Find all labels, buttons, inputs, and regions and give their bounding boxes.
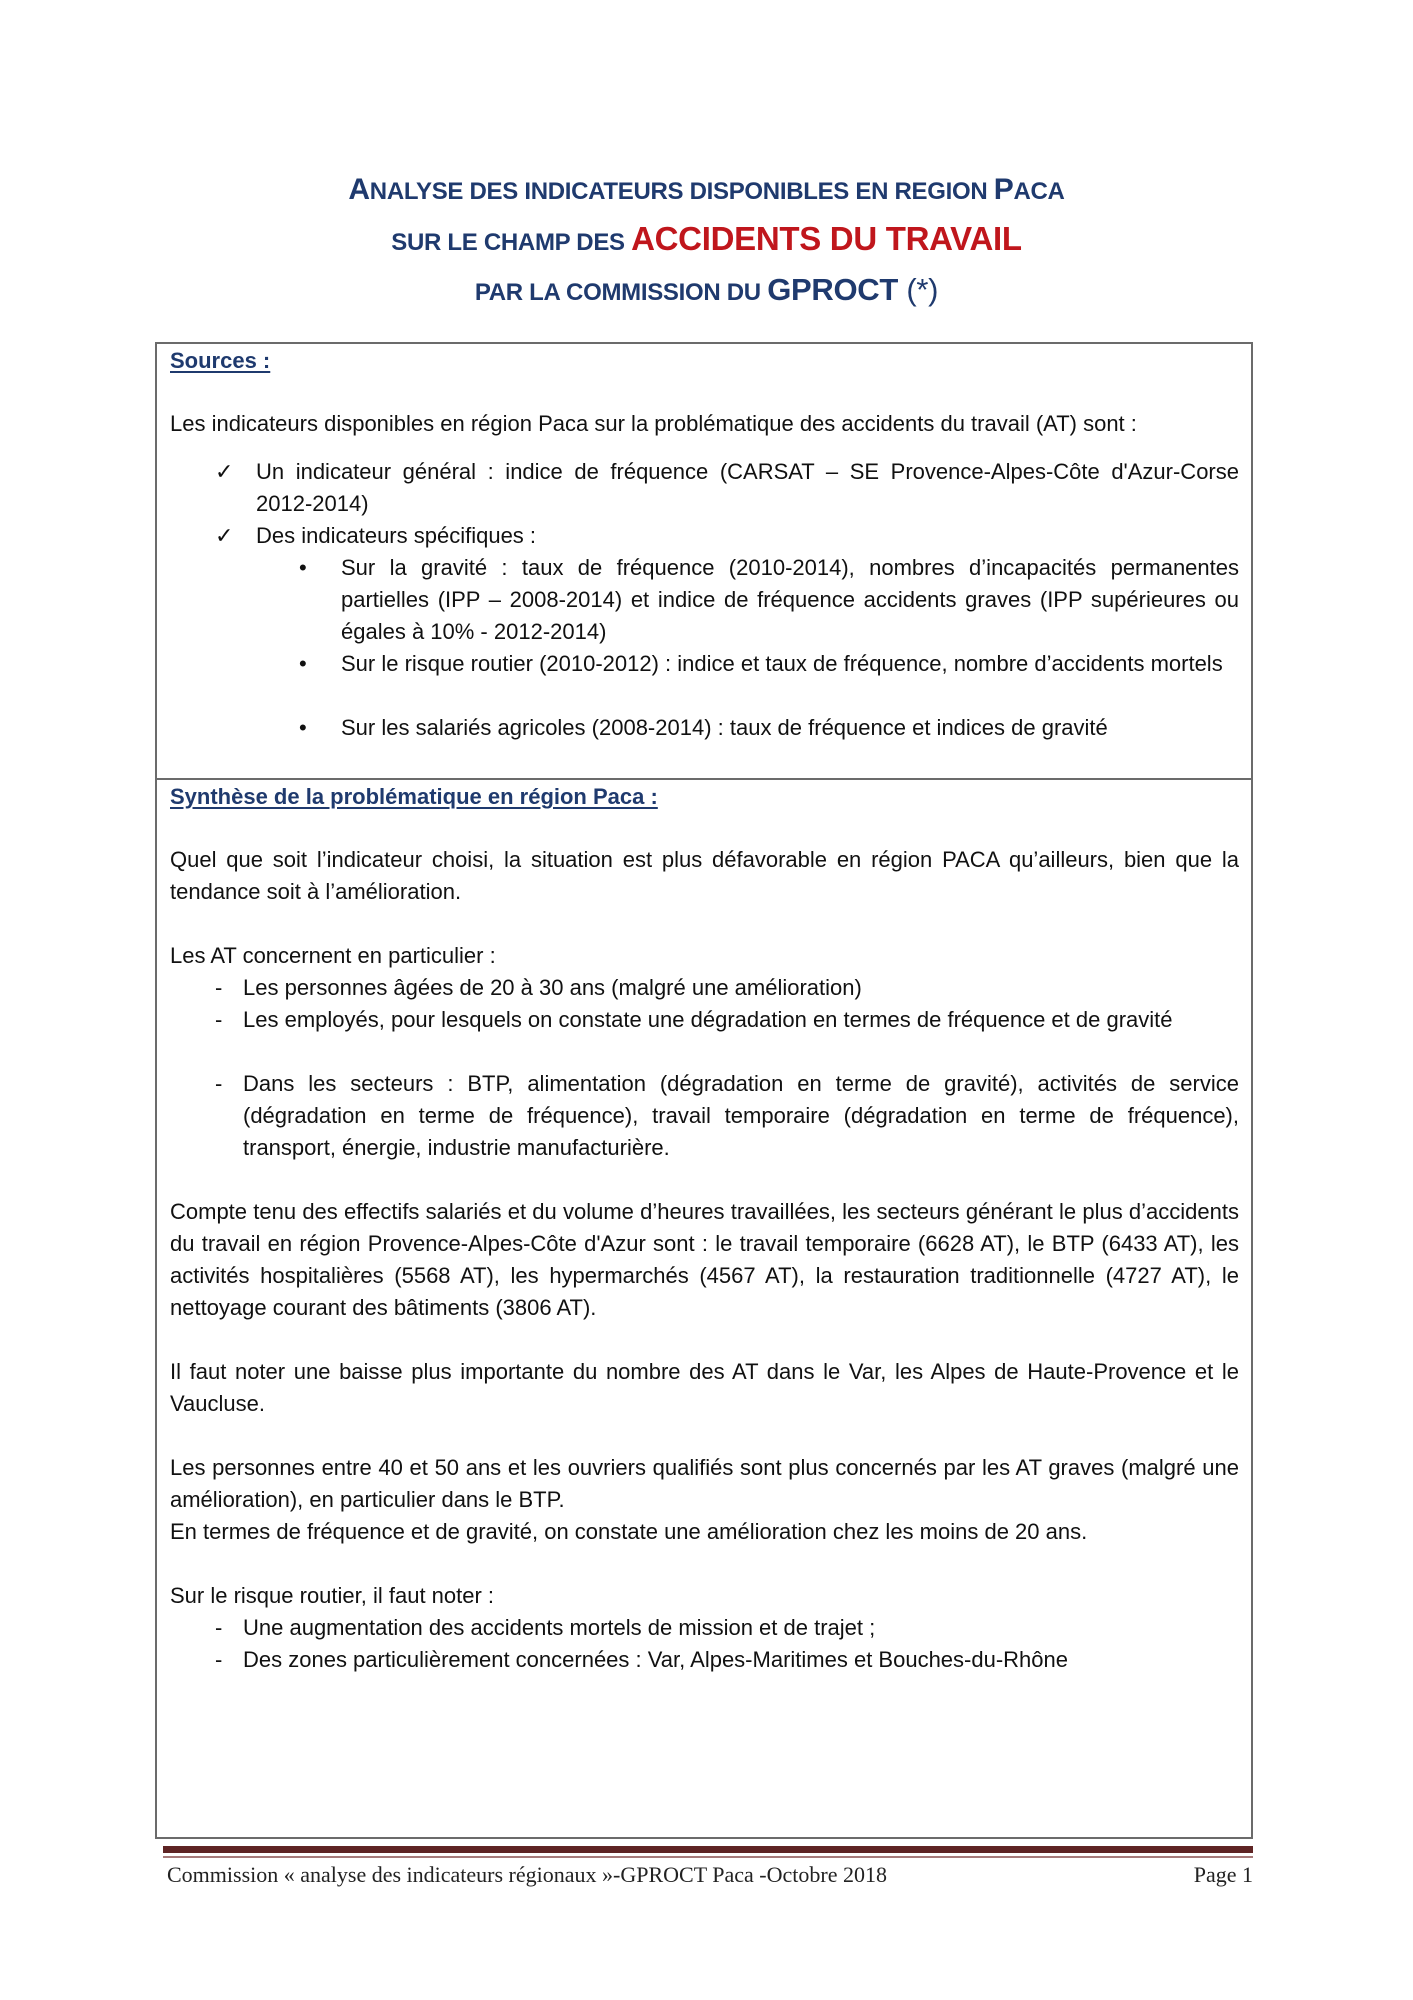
title-initial: A: [348, 173, 370, 206]
list-item: Dans les secteurs : BTP, alimentation (dégradation en terme de gravité), activités de service (dégradation en terme de fréquence), travail temporaire (dégradation en terme de fréquence), transport, énergie, industrie manufacturière.: [243, 1071, 1239, 1160]
title-gproct: GPROCT: [767, 272, 899, 307]
bullet-icon: •: [299, 651, 307, 676]
synthese-paragraph: Quel que soit l’indicateur choisi, la situation est plus défavorable en région PACA qu’ailleurs, bien que la tendance soit à l’amélioration.: [170, 847, 1239, 904]
title-footnote-mark: (*): [898, 272, 939, 307]
check-item: Des indicateurs spécifiques :: [256, 523, 537, 548]
synthese-paragraph: Compte tenu des effectifs salariés et du volume d’heures travaillées, les secteurs générant le plus d’accidents du travail en région Provence-Alpes-Côte d'Azur sont : le travail temporaire (6628 AT), le BTP (6433 AT), les activités hospitalières (5568 AT), les hypermarchés (4567 AT), la restauration traditionnelle (4727 AT), le nettoyage courant des bâtiments (3806 AT).: [170, 1199, 1239, 1320]
dash-icon: -: [215, 975, 223, 1000]
check-icon: ✓: [215, 523, 234, 548]
title-text: ACA: [1013, 178, 1065, 205]
synthese-paragraph: Sur le risque routier, il faut noter :: [170, 1583, 495, 1608]
sources-section: [157, 344, 1251, 780]
title-line-1: [0, 168, 1413, 217]
bullet-item: Sur le risque routier (2010-2012) : indice et taux de fréquence, nombre d’accidents mortels: [341, 651, 1223, 676]
check-icon: ✓: [215, 459, 234, 484]
bullet-icon: •: [299, 555, 307, 580]
dash-icon: -: [215, 1007, 223, 1032]
footer-text: Commission « analyse des indicateurs régionaux »-GPROCT Paca -Octobre 2018: [167, 1862, 887, 1887]
sources-heading: Sources :: [170, 348, 271, 373]
title-text: SUR LE CHAMP DES: [391, 229, 632, 256]
synthese-paragraph: Il faut noter une baisse plus importante du nombre des AT dans le Var, les Alpes de Haute-Provence et le Vaucluse.: [170, 1359, 1239, 1416]
title-text: NALYSE DES INDICATEURS DISPONIBLES EN REGION: [369, 178, 994, 205]
title-line-3: [0, 268, 1413, 318]
page-number: Page 1: [1193, 1862, 1253, 1887]
title-initial: P: [993, 173, 1014, 206]
title-line-2: [0, 217, 1413, 268]
synthese-heading: Synthèse de la problématique en région Paca :: [170, 784, 658, 809]
synthese-paragraph: En termes de fréquence et de gravité, on constate une amélioration chez les moins de 20 ans.: [170, 1519, 1088, 1544]
bullet-icon: •: [299, 715, 307, 740]
footer-divider-thin: [163, 1856, 1253, 1858]
document-title: [0, 168, 1413, 318]
sources-intro: Les indicateurs disponibles en région Paca sur la problématique des accidents du travail (AT) sont :: [170, 411, 1137, 436]
synthese-paragraph: Les personnes entre 40 et 50 ans et les ouvriers qualifiés sont plus concernés par les AT graves (malgré une amélioration), en particulier dans le BTP.: [170, 1455, 1239, 1512]
list-item: Des zones particulièrement concernées : Var, Alpes-Maritimes et Bouches-du-Rhône: [243, 1647, 1068, 1672]
list-item: Les personnes âgées de 20 à 30 ans (malgré une amélioration): [243, 975, 862, 1000]
list-item: Les employés, pour lesquels on constate une dégradation en termes de fréquence et de gravité: [243, 1007, 1173, 1032]
synthese-paragraph: Les AT concernent en particulier :: [170, 943, 496, 968]
title-highlight: ACCIDENTS DU TRAVAIL: [631, 220, 1022, 257]
check-item: Un indicateur général : indice de fréquence (CARSAT – SE Provence-Alpes-Côte d'Azur-Corse 2012-2014): [256, 459, 1239, 516]
dash-icon: -: [215, 1647, 223, 1672]
content-frame: [155, 342, 1253, 1839]
dash-icon: -: [215, 1615, 223, 1640]
footer-divider: [163, 1846, 1253, 1853]
dash-icon: -: [215, 1071, 223, 1096]
bullet-item: Sur la gravité : taux de fréquence (2010-2014), nombres d’incapacités permanentes partielles (IPP – 2008-2014) et indice de fréquence accidents graves (IPP supérieures ou égales à 10% - 2012-2014): [341, 555, 1239, 644]
list-item: Une augmentation des accidents mortels de mission et de trajet ;: [243, 1615, 876, 1640]
bullet-item: Sur les salariés agricoles (2008-2014) : taux de fréquence et indices de gravité: [341, 715, 1108, 740]
title-text: PAR LA COMMISSION DU: [474, 279, 768, 306]
